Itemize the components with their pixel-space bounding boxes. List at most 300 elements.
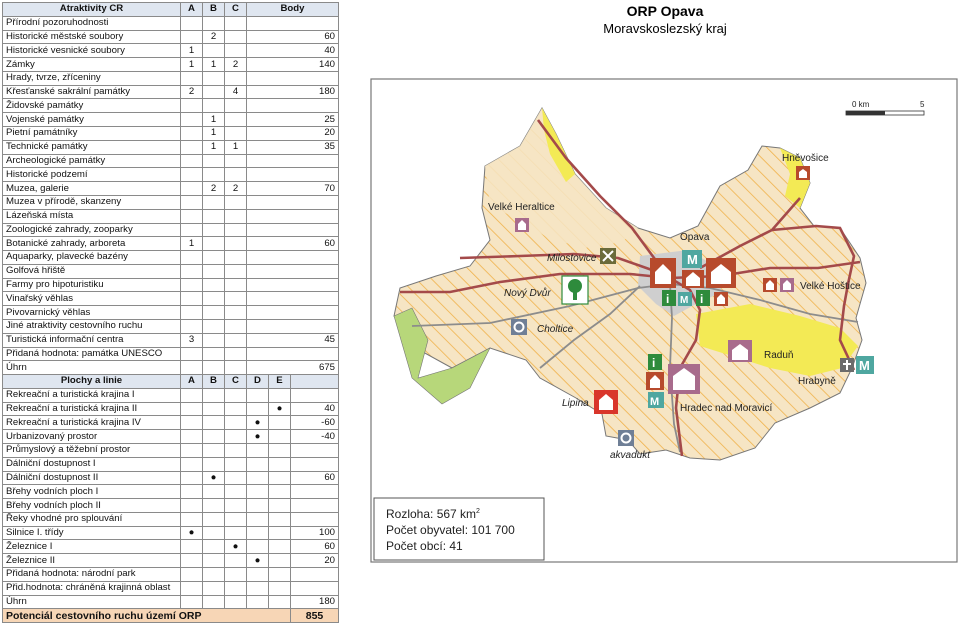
row-cell (225, 154, 247, 168)
row-cell (225, 237, 247, 251)
row-cell (225, 292, 247, 306)
table-header-row (3, 3, 339, 17)
info-box (374, 498, 544, 560)
table-row (3, 278, 339, 292)
row-points (247, 306, 339, 320)
row-label: Křesťanské sakrální památky (3, 85, 181, 99)
row-cell (181, 457, 203, 471)
row-cell (247, 499, 269, 513)
info-municipalities: Počet obcí: 41 (386, 539, 463, 553)
table-row (3, 195, 339, 209)
row-cell (225, 195, 247, 209)
table-row (3, 168, 339, 182)
row-cell (225, 333, 247, 347)
table-row (3, 113, 339, 127)
row-points: -40 (291, 430, 339, 444)
row-cell (247, 512, 269, 526)
row-label: Jiné atraktivity cestovního ruchu (3, 319, 181, 333)
row-cell (225, 30, 247, 44)
row-cell (203, 292, 225, 306)
column-header-2: B (203, 3, 225, 17)
row-cell (269, 595, 291, 609)
row-cell (181, 168, 203, 182)
row-cell: 1 (181, 58, 203, 72)
row-points (291, 581, 339, 595)
row-cell (203, 416, 225, 430)
row-label: Dálniční dostupnost II (3, 471, 181, 485)
svg-text:M: M (687, 252, 698, 267)
column-header-2: B (203, 375, 225, 389)
row-cell (225, 16, 247, 30)
row-points (247, 71, 339, 85)
technical-monument-icon-akvadukt (618, 430, 634, 446)
svg-text:M: M (650, 396, 660, 408)
row-label: Dálniční dostupnost I (3, 457, 181, 471)
row-label: Vinařský věhlas (3, 292, 181, 306)
row-cell (181, 30, 203, 44)
row-cell (203, 319, 225, 333)
row-cell (225, 361, 247, 375)
church-icon-opava (682, 270, 704, 288)
total-value: 855 (291, 609, 339, 623)
row-points: 20 (247, 127, 339, 141)
row-points (247, 251, 339, 265)
row-cell (225, 595, 247, 609)
row-points (247, 292, 339, 306)
row-cell (203, 499, 225, 513)
place-label-hrabyne: Hrabyně (798, 376, 836, 387)
row-cell (203, 581, 225, 595)
row-points: 45 (247, 333, 339, 347)
row-cell (269, 430, 291, 444)
table-row (3, 595, 339, 609)
row-points: 20 (291, 554, 339, 568)
row-cell (269, 540, 291, 554)
place-label-choltice: Choltice (537, 324, 574, 335)
row-points: 180 (291, 595, 339, 609)
row-cell (269, 457, 291, 471)
row-cell: 2 (181, 85, 203, 99)
info-icon-hradec (648, 354, 662, 370)
row-cell (225, 44, 247, 58)
row-cell: 2 (203, 182, 225, 196)
row-cell: 1 (203, 140, 225, 154)
row-cell (181, 581, 203, 595)
row-cell: 2 (203, 30, 225, 44)
row-points: 25 (247, 113, 339, 127)
row-cell (181, 209, 203, 223)
row-cell (203, 568, 225, 582)
historic-town-icon-opava (650, 258, 676, 288)
table-row (3, 85, 339, 99)
castle-icon-opava (706, 258, 736, 288)
table-row (3, 44, 339, 58)
row-points: 60 (247, 237, 339, 251)
row-cell: 2 (225, 182, 247, 196)
row-points (291, 457, 339, 471)
row-cell (225, 71, 247, 85)
row-cell (225, 264, 247, 278)
info-area: Rozloha: 567 km (386, 507, 477, 521)
row-cell (181, 485, 203, 499)
row-cell (269, 512, 291, 526)
row-points (247, 278, 339, 292)
row-cell (203, 71, 225, 85)
row-cell (203, 347, 225, 361)
museum-icon-opava-2 (678, 292, 692, 306)
row-cell (269, 485, 291, 499)
table-row (3, 485, 339, 499)
row-cell (225, 388, 247, 402)
row-cell (181, 99, 203, 113)
row-points (247, 16, 339, 30)
row-points: -60 (291, 416, 339, 430)
table-row (3, 182, 339, 196)
row-cell (225, 402, 247, 416)
table-row (3, 512, 339, 526)
row-cell (225, 319, 247, 333)
row-cell (269, 444, 291, 458)
table-row (3, 347, 339, 361)
row-cell (225, 444, 247, 458)
row-cell (225, 457, 247, 471)
row-cell (225, 209, 247, 223)
row-label: Úhrn (3, 361, 181, 375)
row-cell (181, 223, 203, 237)
row-cell (181, 540, 203, 554)
row-cell (181, 416, 203, 430)
table-row (3, 526, 339, 540)
row-label: Židovské památky (3, 99, 181, 113)
row-label: Archeologické památky (3, 154, 181, 168)
row-cell (181, 568, 203, 582)
total-row (3, 609, 339, 623)
row-cell (203, 154, 225, 168)
row-label: Železnice I (3, 540, 181, 554)
table-row (3, 333, 339, 347)
orp-map (370, 78, 958, 563)
row-cell (203, 333, 225, 347)
row-cell (247, 388, 269, 402)
row-points (247, 264, 339, 278)
row-points (247, 223, 339, 237)
row-cell (225, 416, 247, 430)
row-cell (203, 485, 225, 499)
table-row (3, 306, 339, 320)
row-cell (203, 278, 225, 292)
technical-monument-icon-choltice (511, 319, 527, 335)
chateau-icon-radun (728, 340, 752, 362)
row-cell (247, 485, 269, 499)
table-row (3, 457, 339, 471)
svg-text:i: i (666, 292, 670, 306)
row-label: Zoologické zahrady, zooparky (3, 223, 181, 237)
memorial-icon-hrabyne (840, 358, 854, 372)
row-cell (269, 416, 291, 430)
row-cell (225, 526, 247, 540)
row-cell (203, 512, 225, 526)
row-cell (203, 595, 225, 609)
row-cell (203, 168, 225, 182)
table-row (3, 402, 339, 416)
row-cell (181, 278, 203, 292)
map-title: ORP Opava (626, 3, 704, 19)
row-cell (203, 457, 225, 471)
row-cell (247, 402, 269, 416)
row-cell (181, 388, 203, 402)
row-label: Pietní památníky (3, 127, 181, 141)
row-cell (181, 595, 203, 609)
place-label-velke-heraltice: Velké Heraltice (488, 202, 555, 213)
row-points: 100 (291, 526, 339, 540)
row-cell (203, 306, 225, 320)
table-row (3, 58, 339, 72)
table-row (3, 237, 339, 251)
map-subtitle: Moravskoslezský kraj (603, 21, 727, 36)
row-label: Lázeňská místa (3, 209, 181, 223)
table-row (3, 99, 339, 113)
column-header-1: A (181, 375, 203, 389)
row-label: Botanické zahrady, arboreta (3, 237, 181, 251)
row-label: Železnice II (3, 554, 181, 568)
row-cell: 1 (203, 58, 225, 72)
row-cell (203, 16, 225, 30)
row-label: Rekreační a turistická krajina I (3, 388, 181, 402)
place-label-akvadukt: akvadukt (610, 450, 651, 461)
info-area-unit-superscript: 2 (476, 508, 480, 515)
row-label: Historické vesnické soubory (3, 44, 181, 58)
row-cell (203, 251, 225, 265)
row-points: 140 (247, 58, 339, 72)
place-label-velke-hostice: Velké Hoštice (800, 281, 861, 292)
row-cell (181, 140, 203, 154)
church-icon-hradec (646, 372, 664, 390)
row-points (247, 154, 339, 168)
row-cell (181, 319, 203, 333)
table-row (3, 444, 339, 458)
table-row (3, 499, 339, 513)
row-cell (225, 168, 247, 182)
row-cell (247, 471, 269, 485)
row-cell (247, 444, 269, 458)
row-label: Vojenské památky (3, 113, 181, 127)
row-label: Urbanizovaný prostor (3, 430, 181, 444)
column-header-5: E (269, 375, 291, 389)
row-points: 180 (247, 85, 339, 99)
row-points: 40 (291, 402, 339, 416)
row-cell (247, 540, 269, 554)
column-header-3: C (225, 375, 247, 389)
castle-icon-hnevosice (796, 166, 810, 180)
church-icon-opava-2 (714, 292, 728, 306)
row-label: Zámky (3, 58, 181, 72)
row-cell (247, 568, 269, 582)
row-label: Historické podzemí (3, 168, 181, 182)
row-cell (247, 457, 269, 471)
row-cell (181, 471, 203, 485)
row-cell (203, 402, 225, 416)
church-icon-velke-hostice (780, 278, 794, 292)
row-cell (203, 554, 225, 568)
row-cell: 3 (181, 333, 203, 347)
row-cell (203, 430, 225, 444)
table-row (3, 292, 339, 306)
row-points (291, 444, 339, 458)
row-cell (247, 526, 269, 540)
place-label-novy-dvur: Nový Dvůr (504, 288, 551, 299)
arboretum-icon-novy-dvur (562, 276, 588, 304)
row-points (247, 209, 339, 223)
row-cell (225, 223, 247, 237)
scale-end-label: 5 (920, 100, 925, 109)
table-row (3, 540, 339, 554)
row-cell (181, 512, 203, 526)
row-cell (269, 554, 291, 568)
castle-icon-velke-hostice (763, 278, 777, 292)
table-row (3, 16, 339, 30)
row-cell: ● (247, 554, 269, 568)
row-cell (181, 554, 203, 568)
row-label: Úhrn (3, 595, 181, 609)
row-points: 60 (291, 471, 339, 485)
place-label-opava: Opava (680, 232, 710, 243)
row-cell (225, 485, 247, 499)
table-row (3, 430, 339, 444)
row-cell: ● (247, 430, 269, 444)
row-points (247, 347, 339, 361)
row-cell (269, 471, 291, 485)
row-points (247, 99, 339, 113)
row-cell (203, 237, 225, 251)
row-cell (269, 581, 291, 595)
total-label: Potenciál cestovního ruchu území ORP (3, 609, 291, 623)
row-points (291, 388, 339, 402)
row-cell (181, 251, 203, 265)
row-cell: ● (203, 471, 225, 485)
row-cell (225, 347, 247, 361)
row-label: Farmy pro hipoturistiku (3, 278, 181, 292)
info-population: Počet obyvatel: 101 700 (386, 523, 515, 537)
row-cell (203, 388, 225, 402)
row-cell: 1 (203, 113, 225, 127)
table-row (3, 209, 339, 223)
table-row (3, 581, 339, 595)
place-label-radun: Raduň (764, 350, 794, 361)
scale-start-label: 0 km (852, 100, 870, 109)
column-header-4: D (247, 375, 269, 389)
row-points: 70 (247, 182, 339, 196)
table-row (3, 140, 339, 154)
row-cell (225, 99, 247, 113)
row-cell (181, 264, 203, 278)
row-cell (181, 306, 203, 320)
row-label: Turistická informační centra (3, 333, 181, 347)
column-header-points: Body (247, 3, 339, 17)
row-cell (225, 127, 247, 141)
row-cell (269, 499, 291, 513)
row-cell (181, 154, 203, 168)
svg-text:M: M (680, 295, 689, 306)
row-cell (225, 471, 247, 485)
row-cell (269, 388, 291, 402)
row-label: Golfová hřiště (3, 264, 181, 278)
museum-icon-hrabyne (856, 356, 874, 374)
row-cell (181, 16, 203, 30)
row-cell: 1 (181, 237, 203, 251)
row-label: Rekreační a turistická krajina IV (3, 416, 181, 430)
row-label: Historické městské soubory (3, 30, 181, 44)
row-label: Průmyslový a těžební prostor (3, 444, 181, 458)
table-row (3, 416, 339, 430)
row-cell (225, 430, 247, 444)
row-cell (181, 361, 203, 375)
place-label-hnevosice: Hněvošice (782, 153, 829, 164)
row-points (247, 195, 339, 209)
row-cell: ● (269, 402, 291, 416)
row-cell (181, 402, 203, 416)
table-row (3, 127, 339, 141)
table-row (3, 71, 339, 85)
attractions-table (2, 2, 339, 623)
row-label: Břehy vodních ploch II (3, 499, 181, 513)
row-points: 35 (247, 140, 339, 154)
column-header-1: A (181, 3, 203, 17)
row-cell (225, 568, 247, 582)
row-cell (269, 526, 291, 540)
place-label-milostovice: Milostovice (547, 253, 597, 264)
row-label: Aquaparky, plavecké bazény (3, 251, 181, 265)
row-cell (269, 568, 291, 582)
row-cell (225, 251, 247, 265)
row-points: 60 (291, 540, 339, 554)
row-cell (203, 444, 225, 458)
row-cell (247, 595, 269, 609)
row-points (247, 319, 339, 333)
row-cell (203, 540, 225, 554)
row-cell (203, 44, 225, 58)
svg-text:Rozloha: 567 km2 (386, 507, 480, 521)
row-cell (203, 264, 225, 278)
row-cell: 2 (225, 58, 247, 72)
column-header-6 (291, 375, 339, 389)
row-cell (225, 499, 247, 513)
row-cell (247, 581, 269, 595)
row-cell (225, 512, 247, 526)
table-row (3, 154, 339, 168)
row-points (291, 512, 339, 526)
row-points (247, 168, 339, 182)
row-cell (181, 499, 203, 513)
place-label-lipina: Lipina (562, 398, 589, 409)
table-row (3, 319, 339, 333)
row-cell: 1 (225, 140, 247, 154)
row-label: Muzea, galerie (3, 182, 181, 196)
row-cell (203, 99, 225, 113)
row-label: Rekreační a turistická krajina II (3, 402, 181, 416)
row-cell (225, 581, 247, 595)
table-row (3, 471, 339, 485)
row-cell (225, 554, 247, 568)
row-cell (203, 209, 225, 223)
table-row (3, 223, 339, 237)
row-cell (181, 71, 203, 85)
table-row (3, 388, 339, 402)
row-label: Břehy vodních ploch I (3, 485, 181, 499)
row-points: 40 (247, 44, 339, 58)
row-cell (181, 347, 203, 361)
row-cell: ● (181, 526, 203, 540)
row-cell: 1 (181, 44, 203, 58)
